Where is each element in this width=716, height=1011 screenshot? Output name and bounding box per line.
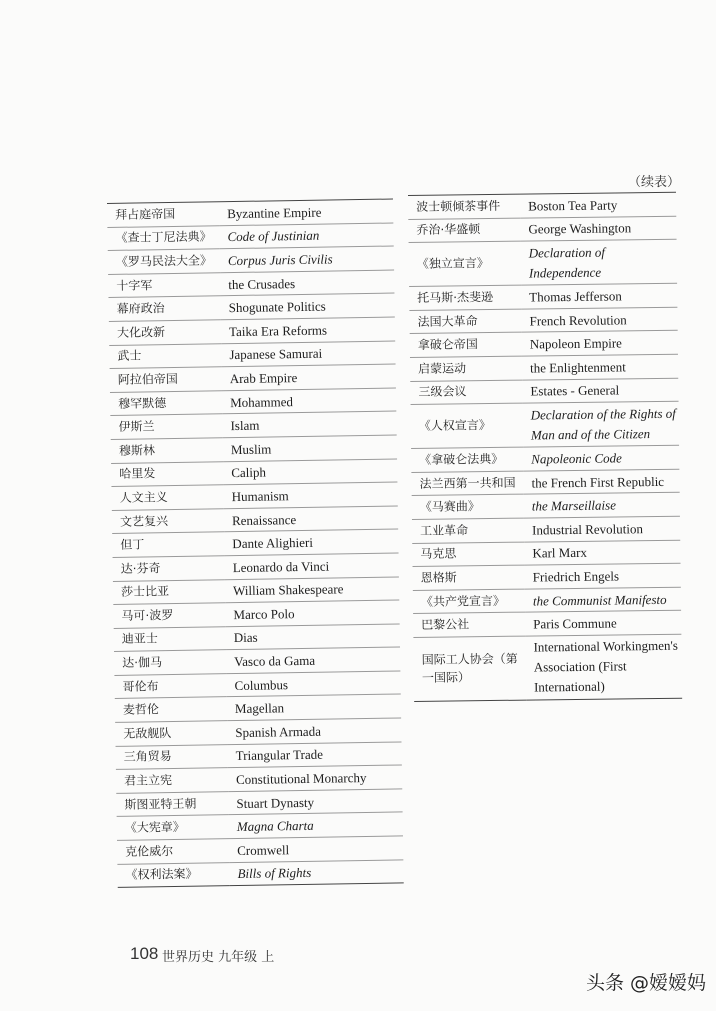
term-english: Triangular Trade xyxy=(228,742,402,768)
term-english: Napoleonic Code xyxy=(523,445,679,470)
term-chinese: 拜占庭帝国 xyxy=(107,202,219,227)
term-english: Industrial Revolution xyxy=(524,516,680,541)
glossary-table-left-body xyxy=(107,199,404,888)
term-english: Paris Commune xyxy=(525,611,681,636)
table-row xyxy=(410,378,678,405)
term-chinese: 《共产党宣言》 xyxy=(413,589,525,614)
term-chinese: 乔治·华盛顿 xyxy=(408,218,520,243)
term-chinese: 哈里发 xyxy=(111,461,223,486)
table-row xyxy=(410,354,678,381)
term-chinese: 法兰西第一共和国 xyxy=(411,471,523,496)
term-chinese: 《拿破仑法典》 xyxy=(411,447,523,472)
term-english: Columbus xyxy=(226,671,400,697)
table-row xyxy=(413,611,681,638)
term-chinese: 斯图亚特王朝 xyxy=(116,792,228,817)
term-english: Dante Alighieri xyxy=(224,529,398,555)
page-number: 108 xyxy=(130,944,159,963)
term-english: Thomas Jefferson xyxy=(521,283,677,308)
term-chinese: 伊斯兰 xyxy=(110,414,222,439)
term-chinese: 阿拉伯帝国 xyxy=(110,367,222,392)
term-english: the Marseillaise xyxy=(524,493,680,518)
term-english: George Washington xyxy=(520,216,676,241)
book-title: 世界历史 九年级 上 xyxy=(162,950,275,965)
term-english: French Revolution xyxy=(521,307,677,332)
term-english: Cromwell xyxy=(229,836,403,862)
term-chinese: 国际工人协会（第一国际） xyxy=(413,636,526,701)
term-english: the Crusades xyxy=(220,270,394,296)
term-chinese: 克伦威尔 xyxy=(117,839,229,864)
term-english: Napoleon Empire xyxy=(522,331,678,356)
term-chinese: 《大宪章》 xyxy=(117,815,229,840)
table-row xyxy=(413,563,681,590)
term-chinese: 《查士丁尼法典》 xyxy=(107,225,219,250)
term-chinese: 《人权宣言》 xyxy=(411,403,524,448)
table-row xyxy=(409,283,677,310)
term-chinese: 幕府政治 xyxy=(108,296,220,321)
watermark-text: 头条 @嫒嫒妈 xyxy=(586,972,707,994)
term-english: the French First Republic xyxy=(523,469,679,494)
term-chinese: 波士顿倾茶事件 xyxy=(408,194,520,219)
glossary-table-left xyxy=(107,199,404,889)
glossary-table-right-body xyxy=(408,192,682,701)
term-english: Byzantine Empire xyxy=(219,199,393,225)
term-english: the Enlightenment xyxy=(522,354,678,379)
term-chinese: 大化改新 xyxy=(109,320,221,345)
term-chinese: 十字军 xyxy=(108,273,220,298)
table-row xyxy=(413,634,682,701)
term-chinese: 哥伦布 xyxy=(114,674,226,699)
term-chinese: 穆斯林 xyxy=(111,438,223,463)
term-chinese: 武士 xyxy=(109,343,221,368)
term-english: Friedrich Engels xyxy=(525,563,681,588)
term-english: Boston Tea Party xyxy=(520,192,676,217)
term-english: Vasco da Gama xyxy=(226,647,400,673)
term-english: Caliph xyxy=(223,459,397,485)
term-chinese: 君主立宪 xyxy=(116,768,228,793)
table-row xyxy=(408,216,676,243)
table-row xyxy=(411,469,679,496)
table-row xyxy=(410,331,678,358)
table-row xyxy=(409,307,677,334)
term-chinese: 工业革命 xyxy=(412,518,524,543)
term-english: Declaration of the Rights of Man and of the Citizen xyxy=(523,401,680,447)
term-chinese: 马克思 xyxy=(412,542,524,567)
term-chinese: 文艺复兴 xyxy=(112,508,224,533)
term-chinese: 托马斯·杰斐逊 xyxy=(409,285,521,310)
term-chinese: 《罗马民法大全》 xyxy=(108,249,220,274)
term-chinese: 《马赛曲》 xyxy=(412,494,524,519)
term-chinese: 迪亚士 xyxy=(114,626,226,651)
term-english: Dias xyxy=(226,624,400,650)
term-english: Magellan xyxy=(227,694,401,720)
term-chinese: 三级会议 xyxy=(410,380,522,405)
term-english: Spanish Armada xyxy=(227,718,401,744)
term-english: Arab Empire xyxy=(222,364,396,390)
term-chinese: 巴黎公社 xyxy=(413,612,525,637)
term-chinese: 穆罕默德 xyxy=(110,390,222,415)
term-english: Islam xyxy=(222,411,396,437)
term-english: Leonardo da Vinci xyxy=(225,553,399,579)
term-chinese: 人文主义 xyxy=(111,485,223,510)
table-row xyxy=(413,587,681,614)
term-english: Constitutional Monarchy xyxy=(228,765,402,791)
table-row xyxy=(412,540,680,567)
term-chinese: 但丁 xyxy=(112,532,224,557)
term-english: Estates - General xyxy=(522,378,678,403)
table-row xyxy=(117,860,403,888)
term-chinese: 《权利法案》 xyxy=(117,862,229,887)
term-chinese: 达·伽马 xyxy=(114,650,226,675)
term-chinese: 马可·波罗 xyxy=(113,603,225,628)
term-english: Magna Charta xyxy=(229,812,403,838)
term-english: Stuart Dynasty xyxy=(228,789,402,815)
term-chinese: 恩格斯 xyxy=(413,565,525,590)
term-english: Marco Polo xyxy=(225,600,399,626)
term-english: Karl Marx xyxy=(524,540,680,565)
term-chinese: 拿破仑帝国 xyxy=(410,332,522,357)
term-english: William Shakespeare xyxy=(225,576,399,602)
term-chinese: 三角贸易 xyxy=(116,744,228,769)
term-chinese: 无敌舰队 xyxy=(115,721,227,746)
term-english: Mohammed xyxy=(222,388,396,414)
glossary-table-right xyxy=(408,192,682,702)
table-row xyxy=(408,192,676,219)
term-english: Corpus Juris Civilis xyxy=(220,246,394,272)
term-chinese: 达·芬奇 xyxy=(113,556,225,581)
table-row xyxy=(412,493,680,520)
term-chinese: 启蒙运动 xyxy=(410,356,522,381)
continued-label: （续表） xyxy=(628,175,681,190)
term-chinese: 《独立宣言》 xyxy=(409,241,522,286)
term-english: Muslim xyxy=(223,435,397,461)
term-english: the Communist Manifesto xyxy=(525,587,681,612)
table-row xyxy=(411,401,680,448)
term-english: Code of Justinian xyxy=(219,223,393,249)
term-english: Renaissance xyxy=(224,506,398,532)
term-english: Bills of Rights xyxy=(229,860,403,886)
table-row xyxy=(409,239,678,286)
term-english: Taika Era Reforms xyxy=(221,317,395,343)
term-english: Declaration of Independence xyxy=(521,239,678,285)
term-english: Humanism xyxy=(223,482,397,508)
table-row xyxy=(412,516,680,543)
term-chinese: 莎士比亚 xyxy=(113,579,225,604)
term-english: Shogunate Politics xyxy=(220,293,394,319)
term-chinese: 法国大革命 xyxy=(409,309,521,334)
term-english: Japanese Samurai xyxy=(221,341,395,367)
term-chinese: 麦哲伦 xyxy=(115,697,227,722)
table-row xyxy=(411,445,679,472)
term-english: International Workingmen's Association (First International) xyxy=(525,634,682,700)
